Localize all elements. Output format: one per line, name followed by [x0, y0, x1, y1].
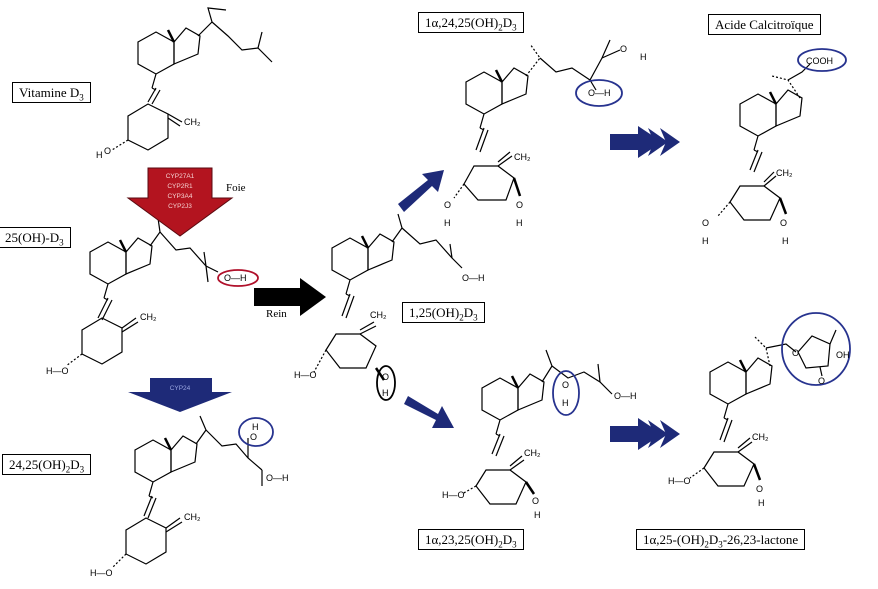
enzyme-4: CYP2J3 — [168, 203, 192, 210]
svg-text:O: O — [620, 44, 628, 54]
svg-text:H—O: H—O — [90, 568, 113, 578]
molecule-lactone — [668, 313, 850, 508]
enzyme-cyp24: CYP24 — [169, 385, 191, 392]
svg-text:H: H — [640, 52, 647, 62]
svg-text:O—H: O—H — [462, 273, 485, 283]
svg-text:O: O — [792, 348, 800, 358]
svg-text:O: O — [444, 200, 452, 210]
cyp24-arrow — [128, 378, 232, 412]
label-lactone: $1\alpha,25-(OH)_2D_3-26,23$-lactone — [636, 529, 805, 550]
liver-arrow — [128, 168, 232, 236]
svg-text:O: O — [780, 218, 788, 228]
svg-text:CH₂: CH₂ — [524, 448, 541, 458]
arrow-to-calcitroic — [610, 126, 680, 158]
enzyme-2: CYP2R1 — [167, 183, 193, 190]
svg-text:H: H — [382, 388, 389, 398]
arrow-to-lactone — [610, 418, 680, 450]
enzyme-3: CYP3A4 — [167, 193, 193, 200]
svg-text:H: H — [96, 150, 103, 160]
arrow-to-1a2325 — [404, 396, 454, 428]
svg-text:O—H: O—H — [266, 473, 289, 483]
svg-text:H: H — [758, 498, 765, 508]
molecule-24-25-oh2-d3 — [90, 416, 289, 578]
label-1a-23-25-oh2-d3: $1\alpha,23,25(OH)_2D_3$ — [418, 529, 524, 550]
label-foie: Foie — [226, 182, 246, 194]
cooh-label: COOH — [806, 56, 833, 66]
svg-text:O: O — [756, 484, 764, 494]
svg-text:CH₂: CH₂ — [752, 432, 769, 442]
label-1a-24-25-oh2-d3: $1\alpha,24,25(OH)_2D_3$ — [418, 12, 524, 33]
arrow-to-1a2425 — [398, 170, 444, 212]
label-25oh-d3: $25(OH)-D_3$ — [0, 227, 71, 248]
svg-text:H: H — [252, 422, 259, 432]
svg-text:O—H: O—H — [224, 273, 247, 283]
svg-text:H: H — [702, 236, 709, 246]
kidney-arrow — [254, 278, 326, 316]
svg-text:O: O — [562, 380, 570, 390]
svg-text:CH₂: CH₂ — [140, 312, 157, 322]
svg-text:CH₂: CH₂ — [184, 512, 201, 522]
svg-text:H: H — [534, 510, 541, 520]
oh-lactone-label: OH — [836, 350, 850, 360]
svg-text:CH₂: CH₂ — [370, 310, 387, 320]
svg-text:O—H: O—H — [614, 391, 637, 401]
svg-text:O: O — [702, 218, 710, 228]
svg-text:O: O — [818, 376, 826, 386]
svg-text:O: O — [532, 496, 540, 506]
svg-text:O: O — [382, 372, 390, 382]
label-24-25-oh2-d3: $24,25(OH)_2D_3$ — [2, 454, 91, 475]
svg-text:O—H: O—H — [588, 88, 611, 98]
molecule-vitamin-d3 — [96, 8, 272, 160]
svg-text:CH₂: CH₂ — [776, 168, 793, 178]
label-rein: Rein — [266, 308, 287, 320]
label-vitamin-d3: Vitamine $D_3$ — [12, 82, 91, 103]
enzyme-1: CYP27A1 — [165, 173, 195, 180]
label-calcitroic-acid: Acide Calcitroïque — [708, 14, 821, 35]
svg-text:H: H — [444, 218, 451, 228]
svg-text:H—O: H—O — [442, 490, 465, 500]
svg-text:O: O — [104, 146, 112, 156]
molecule-1a-23-25-oh2-d3 — [442, 350, 637, 520]
molecule-calcitroic-acid — [702, 49, 846, 246]
ch2-label: CH₂ — [184, 117, 201, 127]
svg-text:O: O — [516, 200, 524, 210]
svg-text:H—O: H—O — [46, 366, 69, 376]
svg-text:H—O: H—O — [294, 370, 317, 380]
label-1-25-oh2-d3: $1,25(OH)_2D_3$ — [402, 302, 485, 323]
svg-text:H: H — [516, 218, 523, 228]
svg-text:H: H — [782, 236, 789, 246]
svg-text:H: H — [562, 398, 569, 408]
svg-text:O: O — [250, 432, 258, 442]
molecule-25oh-d3 — [46, 218, 258, 376]
svg-text:CH₂: CH₂ — [514, 152, 531, 162]
svg-text:H—O: H—O — [668, 476, 691, 486]
